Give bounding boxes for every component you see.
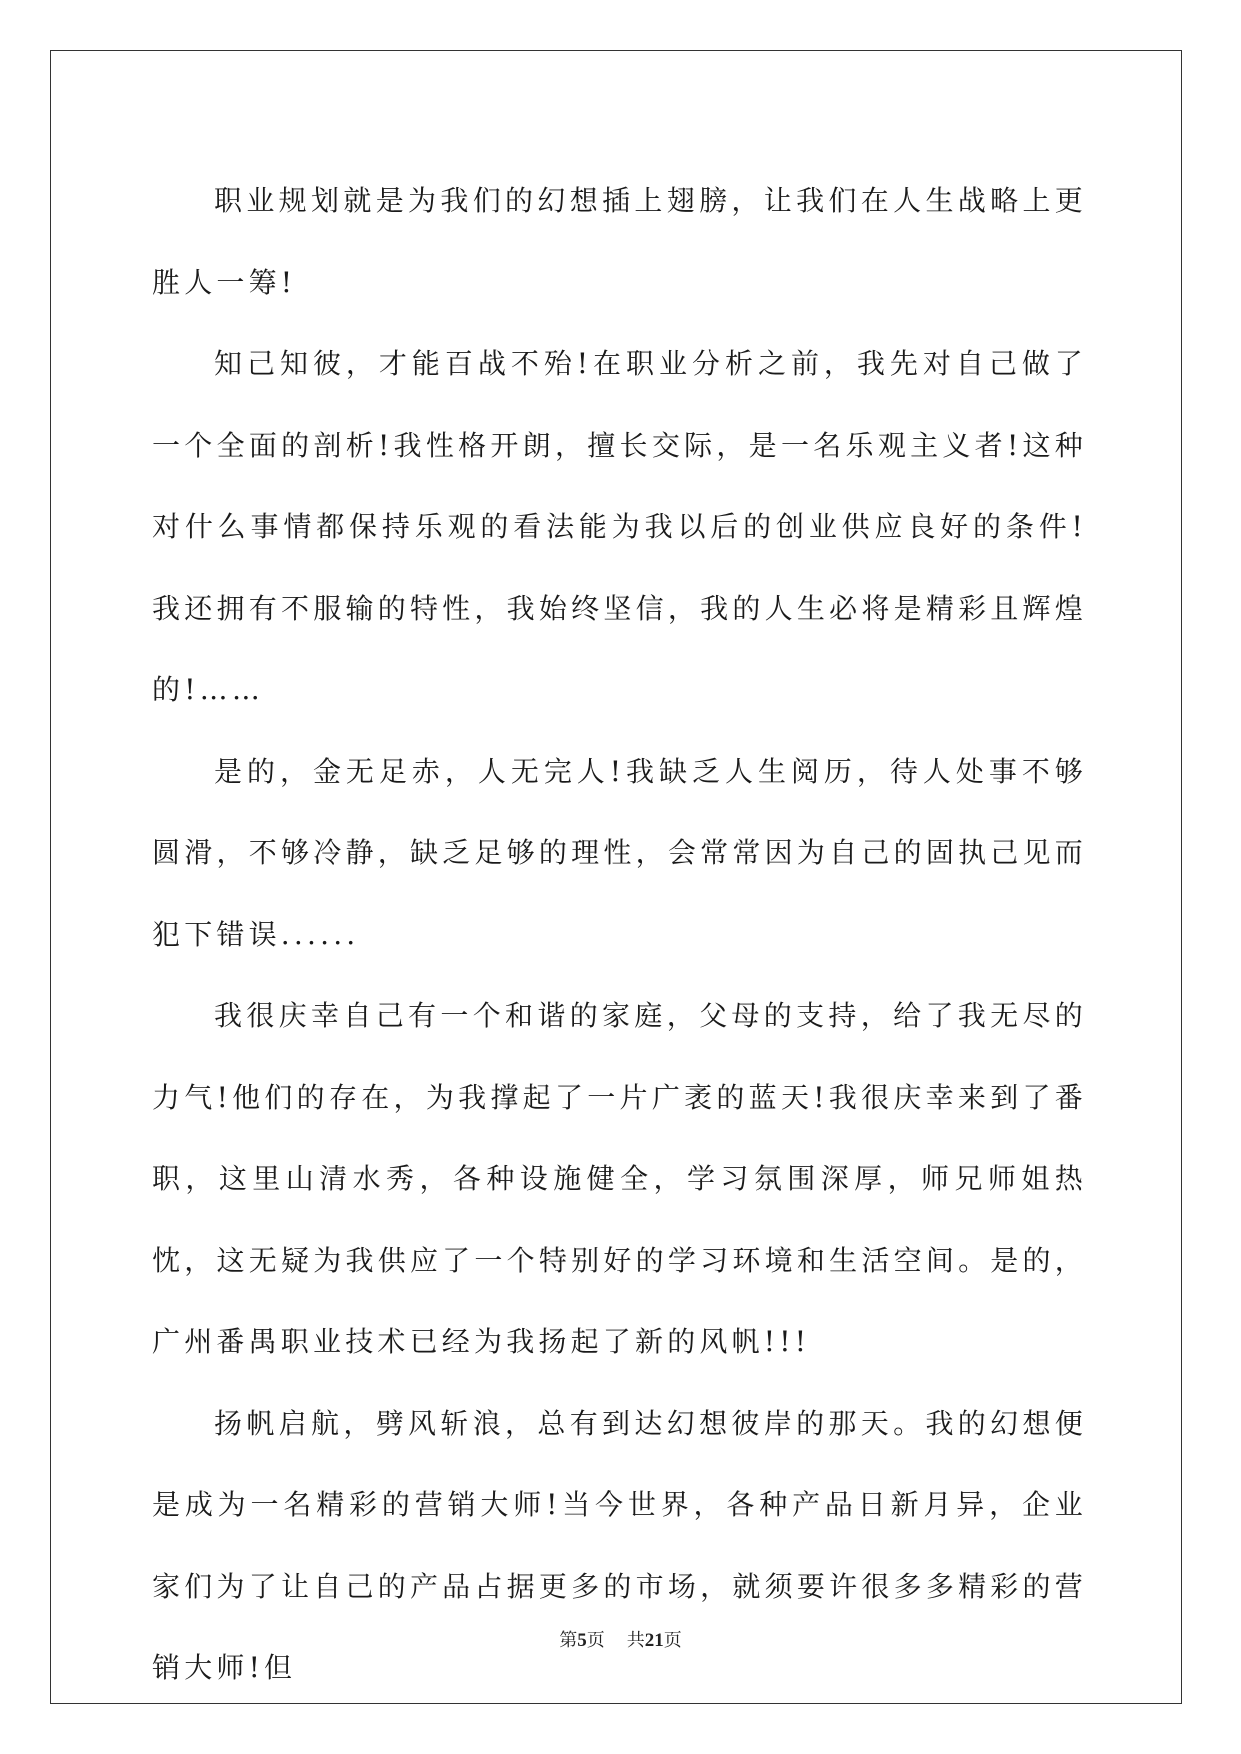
page-footer — [0, 1629, 1241, 1653]
page-suffix: 页 — [586, 1630, 605, 1651]
total-pages: 21 — [644, 1630, 664, 1651]
page-prefix: 第 — [559, 1630, 578, 1651]
paragraph-3: 是的，金无足赤，人无完人!我缺乏人生阅历，待人处事不够圆滑，不够冷静，缺乏足够的理性，会常常因为自己的固执己见而犯下错误...... — [152, 754, 1087, 951]
document-body — [152, 160, 1087, 1709]
total-prefix: 共 — [626, 1630, 645, 1651]
paragraph-4: 我很庆幸自己有一个和谐的家庭，父母的支持，给了我无尽的力气!他们的存在，为我撑起了一片广袤的蓝天!我很庆幸来到了番职，这里山清水秀，各种设施健全，学习氛围深厚，师兄师姐热忱，这无疑为我供应了一个特别好的学习环境和生活空间。是的，广州番禺职业技术已经为我扬起了新的风帆!!! — [152, 999, 1087, 1358]
paragraph-5: 扬帆启航，劈风斩浪，总有到达幻想彼岸的那天。我的幻想便是成为一名精彩的营销大师!当今世界，各种产品日新月异，企业家们为了让自己的产品占据更多的市场，就须要许很多多精彩的营销大师!但 — [152, 1406, 1087, 1684]
total-suffix: 页 — [663, 1630, 682, 1651]
paragraph-2: 知己知彼，才能百战不殆!在职业分析之前，我先对自己做了一个全面的剖析!我性格开朗，擅长交际，是一名乐观主义者!这种对什么事情都保持乐观的看法能为我以后的创业供应良好的条件!我还拥有不服输的特性，我始终坚信，我的人生必将是精彩且辉煌的!…… — [152, 347, 1087, 706]
paragraph-1: 职业规划就是为我们的幻想插上翅膀，让我们在人生战略上更胜人一筹! — [152, 184, 1087, 299]
page-number: 5 — [577, 1630, 587, 1651]
